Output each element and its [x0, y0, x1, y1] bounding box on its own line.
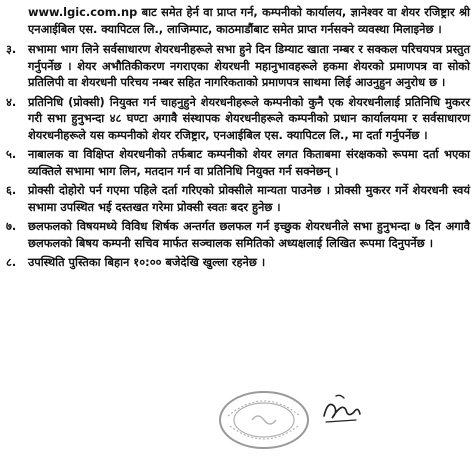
list-item-4 — [6, 94, 470, 144]
list-item-7 — [6, 218, 470, 251]
item-text: उपस्थिति पुस्तिका बिहान १०:०० बजेदेखि खुल्ला रहनेछ । — [28, 255, 266, 269]
item-text: नाबालक वा विक्षिप्त शेयरधनीको तर्फबाट कम्पनीको शेयर लगत किताबमा संरक्षकको रूपमा दर्ता भएका व्यक्तिले सभामा भाग लिन, मतदान गर्न वा प्रतिनिधि नियुक्त गर्न सक्नेछन् । — [28, 147, 470, 178]
list-item-5 — [6, 146, 470, 179]
company-seal-stamp — [218, 390, 310, 450]
item-text: सभामा भाग लिने सर्वसाधारण शेयरधनीहरूले सभा हुने दिन डिम्याट खाता नम्बर र सक्कल परिचयपत्र प्रस्तुत गर्नुपर्नेछ । शेयर अभौतिकीकरण नगराएका शेयरधनी महानुभावहरूले हकमा शेयरको प्रमाणपत्र वा सोको प्रतिलिपी वा शेयरधनी परिचय नम्बर सहित नागरिकताको प्रमाणपत्र साथमा लिई आउनुहुन अनुरोध छ । — [28, 42, 470, 89]
list-item-8 — [6, 254, 470, 271]
item-number: ८. — [6, 255, 17, 269]
item-number: ३. — [6, 42, 17, 56]
website-link[interactable]: www.lgic.com.np — [28, 5, 138, 19]
signature-mark — [318, 392, 362, 426]
list-item-6 — [6, 182, 470, 215]
item-text: प्रतिनिधि (प्रोक्सी) नियुक्त गर्न चाहनुहुने शेयरधनीहरूले कम्पनीको कुनै एक शेयरधनीलाई प्रतिनिधि मुकरर गरी सभा हुनुभन्दा ४८ घण्टा अगावै संस्थापक शेयरधनीहरूले कम्पनीको प्रधान कार्यालयमा र सर्वसाधारण शेयरधनीहरूले यस कम्पनीको शेयर रजिष्ट्रार, एनआईबिल एस. क्यापिटल लि., मा दर्ता गर्नुपर्नेछ । — [28, 94, 470, 142]
item-text: छलफलको विषयमध्ये विविध शिर्षक अन्तर्गत छलफल गर्न इच्छुक शेयरधनीले सभा हुनुभन्दा ७ दिन अगावै छलफलको बिषय कम्पनी सचिव मार्फत सञ्चालक समितिको अध्यक्षलाई लिखित रूपमा दिनुपर्नेछ । — [28, 219, 470, 250]
intro-text: बाट समेत हेर्न वा प्राप्त गर्न, कम्पनीको कार्यालय, ज्ञानेश्वर वा शेयर रजिष्ट्रार श्री एनआईबिल एस. क्यापिटल लि., लाजिम्पाट, काठमाडौंबाट समेत प्राप्त गर्नसक्ने व्यवस्था मिलाइनेछ । — [28, 5, 470, 36]
item-number: ६. — [6, 183, 17, 197]
intro-paragraph — [28, 4, 470, 37]
item-number: ५. — [6, 147, 17, 161]
notice-document — [6, 4, 470, 274]
item-number: ४. — [6, 94, 17, 109]
item-text: प्रोक्सी दोहोरो पर्न गएमा पहिले दर्ता गरिएको प्रोक्सीले मान्यता पाउनेछ । प्रोक्सी मुकरर गर्ने शेयरधनी स्वयं सभामा उपस्थित भई दस्तखत गरेमा प्रोक्सी स्वतः बदर हुनेछ । — [28, 183, 470, 214]
list-item-3 — [6, 41, 470, 91]
item-number: ७. — [6, 219, 17, 233]
